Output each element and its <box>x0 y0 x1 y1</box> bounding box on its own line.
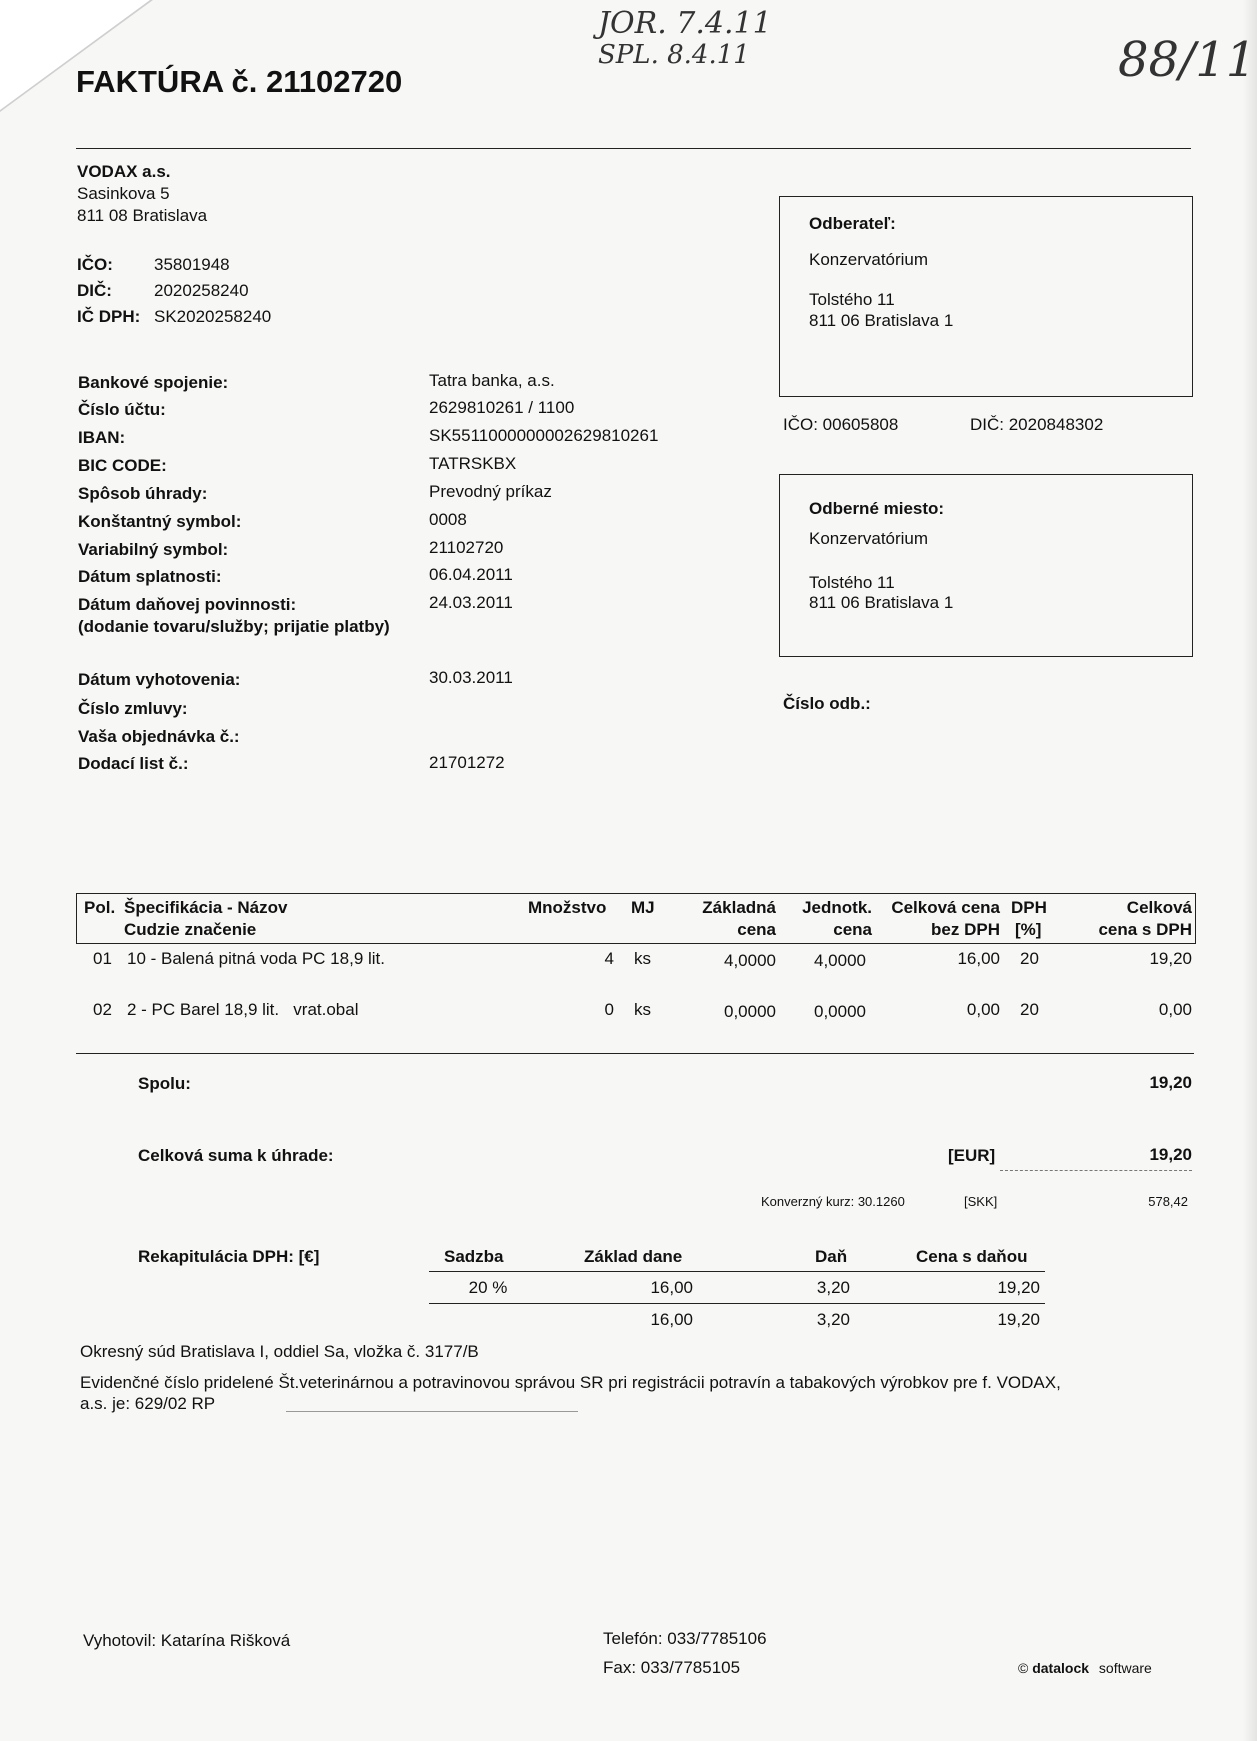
supplier-icdph: SK2020258240 <box>154 307 272 326</box>
row-1-qty: 4 <box>604 949 614 968</box>
conversion-rate: Konverzný kurz: 30.1260 <box>761 1194 905 1209</box>
tax-date-label: Dátum daňovej povinnosti: <box>78 595 297 614</box>
row-1-unit: 4,0000 <box>814 951 866 970</box>
row-1-mj: ks <box>634 949 651 968</box>
vat-header-divider <box>429 1271 1045 1272</box>
issue-date-value: 30.03.2011 <box>429 668 513 687</box>
vat-total-gross: 19,20 <box>997 1310 1040 1329</box>
handwritten-note-2: SPL. 8.4.11 <box>598 40 750 70</box>
row-2-mj: ks <box>634 1000 651 1019</box>
supplier-icdph-label: IČ DPH: <box>77 307 141 326</box>
due-total-value: 19,20 <box>1149 1145 1192 1164</box>
vat-recap-label: Rekapitulácia DPH: [€] <box>138 1247 320 1266</box>
row-2-name: 2 - PC Barel 18,9 lit. vrat.obal <box>127 1000 359 1019</box>
court-registration: Okresný súd Bratislava I, oddiel Sa, vložka č. 3177/B <box>80 1342 479 1361</box>
fax: Fax: 033/7785105 <box>603 1658 741 1677</box>
due-total-currency: [EUR] <box>948 1146 996 1165</box>
supplier-ico-label: IČO: <box>77 255 113 274</box>
row-2-vat: 20 <box>1020 1000 1039 1019</box>
col-spec2-header: Cudzie značenie <box>124 920 257 939</box>
row-1-pol: 01 <box>93 949 112 968</box>
row-2-pol: 02 <box>93 1000 112 1019</box>
ks-value: 0008 <box>429 510 467 529</box>
bic-label: BIC CODE: <box>78 456 167 475</box>
due-date-value: 06.04.2011 <box>429 565 513 584</box>
account-label: Číslo účtu: <box>78 400 166 419</box>
vat-col-gross: Cena s daňou <box>916 1247 1028 1266</box>
issue-date-label: Dátum vyhotovenia: <box>78 670 241 689</box>
supplier-ico: 35801948 <box>154 255 230 274</box>
supplier-name: VODAX a.s. <box>77 162 171 181</box>
iban-value: SK5511000000002629810261 <box>429 426 659 445</box>
customer-name: Konzervatórium <box>809 250 929 269</box>
tax-date-note: (dodanie tovaru/služby; prijatie platby) <box>78 617 390 636</box>
delivery-city: 811 06 Bratislava 1 <box>809 593 954 612</box>
handwritten-number: 88/11 <box>1118 32 1257 88</box>
vat-total-tax: 3,20 <box>816 1310 850 1329</box>
col-total-header-2: bez DPH <box>931 920 1000 939</box>
row-2-base: 0,0000 <box>724 1002 776 1021</box>
customer-dic: DIČ: 2020848302 <box>970 415 1104 434</box>
col-unit-header: Jednotk. <box>802 898 872 917</box>
col-spec-header: Špecifikácia - Názov <box>124 898 288 917</box>
row-2-unit: 0,0000 <box>814 1002 866 1021</box>
vs-label: Variabilný symbol: <box>78 540 229 559</box>
copyright-icon: © <box>1018 1660 1029 1676</box>
vat-row-rate: 20 % <box>468 1278 508 1297</box>
row-1-base: 4,0000 <box>724 951 776 970</box>
vat-col-base: Základ dane <box>584 1247 683 1266</box>
vs-value: 21102720 <box>429 538 504 557</box>
row-2-total: 0,00 <box>966 1000 1000 1019</box>
due-total-label: Celková suma k úhrade: <box>138 1146 334 1165</box>
invoice-title: FAKTÚRA č. 21102720 <box>76 64 403 99</box>
delivery-name: Konzervatórium <box>809 529 929 548</box>
conversion-value: 578,42 <box>1148 1194 1188 1209</box>
row-1-vat: 20 <box>1020 949 1039 968</box>
customer-ico: IČO: 00605808 <box>783 415 899 434</box>
supplier-dic: 2020258240 <box>154 281 249 300</box>
vat-row-tax: 3,20 <box>816 1278 850 1297</box>
sum-value: 19,20 <box>1149 1073 1192 1092</box>
contract-label: Číslo zmluvy: <box>78 699 188 718</box>
delivery-title: Odberné miesto: <box>809 499 945 518</box>
tax-date-value: 24.03.2011 <box>429 593 513 612</box>
signature-line <box>286 1411 578 1412</box>
conversion-currency: [SKK] <box>964 1194 998 1209</box>
col-unit-header-2: cena <box>833 920 872 939</box>
page-edge <box>1243 0 1257 1741</box>
brand-name: datalock <box>1032 1660 1090 1676</box>
bank-label: Bankové spojenie: <box>78 373 229 392</box>
col-qty-header: Množstvo <box>528 898 607 917</box>
handwritten-note-1: JOR. 7.4.11 <box>598 6 772 41</box>
bank-value: Tatra banka, a.s. <box>429 371 555 390</box>
col-gross-header: Celková <box>1126 898 1192 917</box>
col-base-header: Základná <box>702 898 776 917</box>
vat-row-divider <box>429 1303 1045 1304</box>
col-total-header: Celková cena <box>891 898 1000 917</box>
col-vat-header-2: [%] <box>1015 920 1042 939</box>
row-2-qty: 0 <box>604 1000 614 1019</box>
sum-label: Spolu: <box>138 1074 191 1093</box>
col-pol-header: Pol. <box>84 898 116 917</box>
row-1-name: 10 - Balená pitná voda PC 18,9 lit. <box>127 949 385 968</box>
brand-suffix: software <box>1098 1660 1152 1676</box>
customer-title: Odberateľ: <box>809 214 896 233</box>
delivery-street: Tolstého 11 <box>809 573 895 592</box>
supplier-street: Sasinkova 5 <box>77 184 170 203</box>
supplier-city: 811 08 Bratislava <box>77 206 208 225</box>
col-mj-header: MJ <box>631 898 655 917</box>
items-bottom-divider <box>76 1053 1194 1054</box>
row-2-gross: 0,00 <box>1158 1000 1192 1019</box>
account-value: 2629810261 / 1100 <box>429 398 575 417</box>
vat-row-base: 16,00 <box>650 1278 693 1297</box>
iban-label: IBAN: <box>78 428 126 447</box>
customer-street: Tolstého 11 <box>809 290 895 309</box>
due-total-underline <box>1000 1170 1192 1171</box>
row-1-gross: 19,20 <box>1149 949 1192 968</box>
supplier-dic-label: DIČ: <box>77 281 112 300</box>
phone: Telefón: 033/7785106 <box>603 1629 767 1648</box>
made-by: Vyhotovil: Katarína Rišková <box>83 1631 291 1650</box>
method-value: Prevodný príkaz <box>429 482 552 501</box>
due-date-label: Dátum splatnosti: <box>78 567 222 586</box>
title-divider <box>76 148 1191 149</box>
veterinary-registration-cont: a.s. je: 629/02 RP <box>80 1394 216 1413</box>
row-1-total: 16,00 <box>957 949 1000 968</box>
customer-city: 811 06 Bratislava 1 <box>809 311 954 330</box>
customer-number-label: Číslo odb.: <box>783 694 871 713</box>
veterinary-registration: Evidenčné číslo pridelené Št.veterinárnou a potravinovou správou SR pri registrácii potravín a tabakových výrobkov pre f. VODAX, <box>80 1373 1061 1392</box>
method-label: Spôsob úhrady: <box>78 484 208 503</box>
order-label: Vaša objednávka č.: <box>78 727 240 746</box>
col-base-header-2: cena <box>737 920 776 939</box>
delivery-note-label: Dodací list č.: <box>78 754 189 773</box>
col-gross-header-2: cena s DPH <box>1098 920 1192 939</box>
delivery-note-value: 21701272 <box>429 753 505 772</box>
bic-value: TATRSKBX <box>429 454 517 473</box>
col-vat-header: DPH <box>1011 898 1047 917</box>
vat-col-tax: Daň <box>815 1247 848 1266</box>
vat-total-base: 16,00 <box>650 1310 693 1329</box>
ks-label: Konštantný symbol: <box>78 512 242 531</box>
vat-row-gross: 19,20 <box>997 1278 1040 1297</box>
vat-col-rate: Sadzba <box>444 1247 504 1266</box>
software-brand <box>1018 1660 1152 1676</box>
